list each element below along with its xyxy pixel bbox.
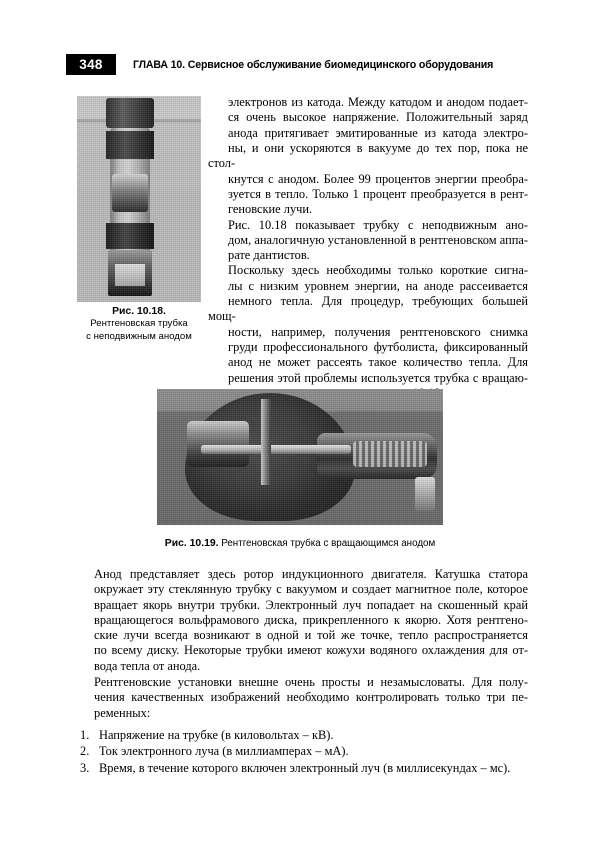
figure-1019-caption-title: Рис. 10.19. xyxy=(164,538,219,549)
text-line: ские лучи всегда возникают в одной и той же точке, тепло распространяется xyxy=(94,628,528,643)
list-item-label: Ток электронного луча (в миллиамперах – мА). xyxy=(99,744,349,759)
paragraph-installations xyxy=(74,675,528,721)
figure-1018-caption-title: Рис. 10.18. xyxy=(112,306,166,317)
text-line: ременных: xyxy=(94,705,151,720)
text-line: ся очень высокое напряжение. Положительный заряд xyxy=(228,110,528,125)
text-line: кнутся с анодом. Более 99 процентов энергии преобра- xyxy=(228,171,528,186)
text-line: рате дантистов. xyxy=(228,248,310,263)
stator-winding xyxy=(353,441,427,467)
text-line: вращающегося вольфрамового диска, прикрепленного к якорю. Хотя рентгено- xyxy=(94,612,528,627)
figure-1019-caption-text: Рентгеновская трубка с вращающимся анодом xyxy=(218,538,436,549)
running-head xyxy=(66,54,493,75)
text-line: Рис. 10.18 показывает трубку с неподвижным ано- xyxy=(228,217,528,232)
text-line: вода тепла от анода. xyxy=(94,658,201,673)
text-line: Рентгеновские установки внешне очень просты и незамысловаты. Для полу- xyxy=(94,675,528,689)
tube-body xyxy=(106,98,154,296)
text-line: Анод представляет здесь ротор индукционного двигателя. Катушка статора xyxy=(94,567,528,581)
figure-1019-caption xyxy=(80,538,520,550)
text-line: чения качественных изображений необходимо контролировать только три пе- xyxy=(94,690,528,705)
text-line: по всему диску. Некоторые трубки имеют кожухи водяного охлаждения для от- xyxy=(94,643,528,658)
page-number-badge: 348 xyxy=(66,54,116,75)
list-item xyxy=(80,727,540,743)
text-line: электронов из катода. Между катодом и анодом подает- xyxy=(228,95,528,109)
tube-anode-block xyxy=(112,174,148,212)
text-line: анода притягивает эмитированные из катода электро- xyxy=(228,125,528,140)
variables-list xyxy=(80,727,540,776)
xray-tube-rotating-anode-photo xyxy=(157,389,443,525)
list-item-number: 2. xyxy=(80,744,90,759)
figure-1018-image xyxy=(77,96,201,302)
cathode-terminal xyxy=(415,477,435,511)
text-line: окружает эту стеклянную трубку с вакуумом и создает магнитное поле, которое xyxy=(94,582,528,597)
paragraph-body xyxy=(74,675,528,721)
figure-1018-caption-line2: с неподвижным анодом xyxy=(86,330,192,342)
list-item xyxy=(80,760,540,776)
tube-collar-lower xyxy=(106,223,154,249)
text-line: вращает якорь внутри трубки. Электронный луч попадает на скошенный край xyxy=(94,597,528,612)
text-line: груди профессионального футболиста, фиксированный xyxy=(228,340,528,354)
text-line: решения этой проблемы используется трубка с вращаю- xyxy=(228,370,528,385)
chapter-title: ГЛАВА 10. Сервисное обслуживание биомедицинского оборудования xyxy=(133,58,494,71)
rotor-assembly xyxy=(187,421,249,467)
text-line: ны, и они ускоряются в вакууме до тех пор, пока не стол- xyxy=(208,140,528,171)
text-line: Поскольку здесь необходимы только короткие сигна- xyxy=(228,263,528,278)
tube-base-plate xyxy=(115,264,145,286)
text-line: ности, например, получения рентгеновского снимка xyxy=(228,324,528,339)
text-line: лы с низким уровнем энергии, на аноде рассеивается xyxy=(228,278,528,293)
text-line: зуется в тепло. Только 1 процент преобразуется в рент- xyxy=(228,186,528,201)
xray-tube-stationary-anode-photo xyxy=(77,96,201,302)
paragraph-body xyxy=(74,567,528,674)
tube-collar-upper xyxy=(106,131,154,159)
text-line: анод не может рассеять такое количество тепла. Для xyxy=(228,355,528,370)
figure-1019-image xyxy=(157,389,443,525)
right-text-column xyxy=(208,95,528,401)
paragraph-fig1018-ref xyxy=(208,218,528,264)
paragraph-electrons xyxy=(208,95,528,218)
tungsten-disc xyxy=(261,399,271,485)
anode-shaft xyxy=(201,445,351,454)
list-item-number: 1. xyxy=(80,728,90,742)
list-item-label: Время, в течение которого включен электронный луч (в миллисекундах – мс). xyxy=(99,760,511,775)
text-line: дом, аналогичную установленной в рентгеновском аппа- xyxy=(228,232,528,247)
figure-1018-caption-line1: Рентгеновская трубка xyxy=(90,318,188,330)
figure-1018-caption xyxy=(60,306,218,343)
paragraph-anode-rotor xyxy=(74,567,528,674)
list-item xyxy=(80,743,540,759)
text-line: немного тепла. Для процедур, требующих большей мощ- xyxy=(208,294,528,324)
list-item-number: 3. xyxy=(80,760,90,775)
paragraph-short-signals xyxy=(208,263,528,401)
list-item-label: Напряжение на трубке (в киловольтах – кВ). xyxy=(99,728,334,742)
text-line: геновские лучи. xyxy=(228,202,313,217)
tube-cap-top xyxy=(106,98,154,128)
